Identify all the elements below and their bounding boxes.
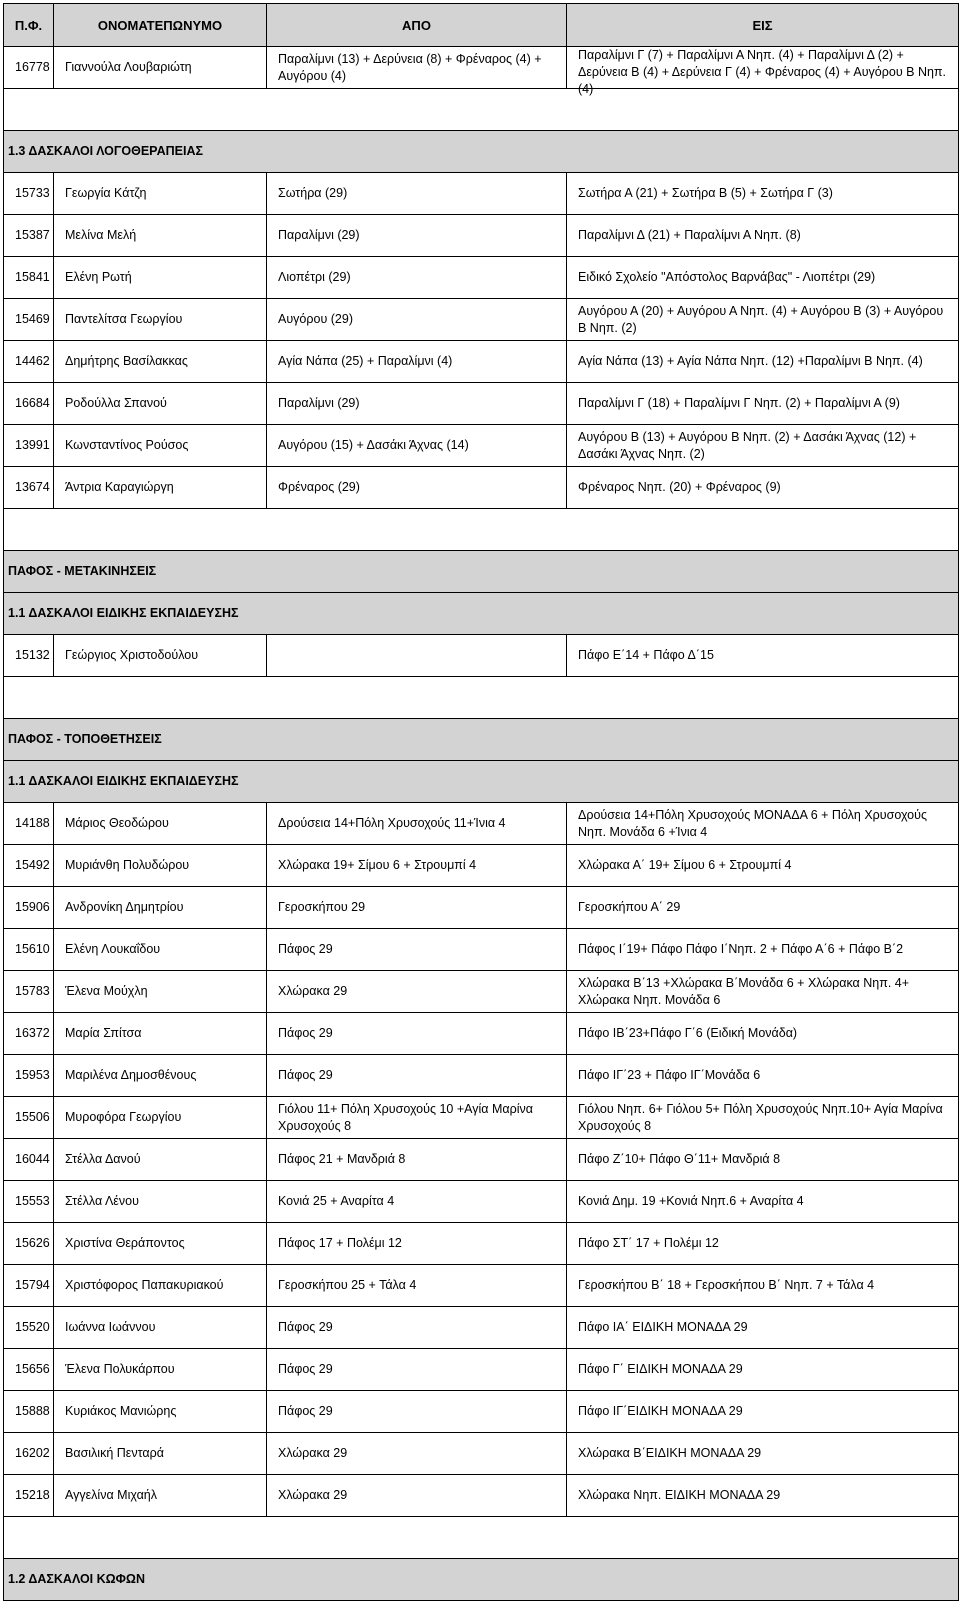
cell-id-text: 16044: [15, 1152, 50, 1166]
cell-name: [54, 1097, 267, 1139]
cell-id: [4, 845, 54, 887]
table-row: [4, 635, 959, 677]
cell-name: [54, 257, 267, 299]
blank-row: [4, 677, 959, 719]
table-row: [4, 425, 959, 467]
cell-id: [4, 1055, 54, 1097]
cell-to: [567, 383, 959, 425]
cell-to: [567, 215, 959, 257]
cell-from-text: Παραλίμνι (29): [278, 396, 360, 410]
cell-id: [4, 1223, 54, 1265]
cell-to: [567, 845, 959, 887]
cell-id-text: 15953: [15, 1068, 50, 1082]
cell-id: [4, 635, 54, 677]
cell-to: [567, 1139, 959, 1181]
cell-id: [4, 1013, 54, 1055]
cell-to: [567, 1433, 959, 1475]
cell-to: [567, 173, 959, 215]
cell-id: [4, 1475, 54, 1517]
cell-id-text: 15506: [15, 1110, 50, 1124]
table-row: [4, 845, 959, 887]
cell-id: [4, 341, 54, 383]
cell-from-text: Πάφος 29: [278, 1026, 333, 1040]
cell-from-text: Γιόλου 11+ Πόλη Χρυσοχούς 10 +Αγία Μαρίνα Χρυσοχούς 8: [278, 1101, 533, 1133]
cell-from: [267, 1223, 567, 1265]
header-from: ΑΠΟ: [267, 4, 567, 47]
cell-id-text: 16778: [15, 60, 50, 74]
cell-id: [4, 215, 54, 257]
table-row: [4, 1265, 959, 1307]
table-row: [4, 47, 959, 89]
cell-to: [567, 341, 959, 383]
cell-to: [567, 1013, 959, 1055]
cell-to: [567, 1391, 959, 1433]
cell-from: [267, 299, 567, 341]
cell-id-text: 16202: [15, 1446, 50, 1460]
table-row: [4, 1391, 959, 1433]
section-header-row: [4, 719, 959, 761]
cell-from-text: Αγία Νάπα (25) + Παραλίμνι (4): [278, 354, 453, 368]
cell-id-text: 16372: [15, 1026, 50, 1040]
cell-from-text: Γεροσκήπου 25 + Τάλα 4: [278, 1278, 417, 1292]
cell-name-text: Δημήτρης Βασίλακκας: [65, 354, 188, 368]
cell-to: [567, 1307, 959, 1349]
table-row: [4, 1055, 959, 1097]
cell-name: [54, 1181, 267, 1223]
cell-from: [267, 215, 567, 257]
cell-id: [4, 929, 54, 971]
cell-name-text: Μυροφόρα Γεωργίου: [65, 1110, 182, 1124]
cell-to: [567, 635, 959, 677]
cell-from: [267, 1265, 567, 1307]
table-header-row: [4, 4, 959, 47]
cell-from-text: Χλώρακα 29: [278, 1488, 348, 1502]
cell-from-text: Χλώρακα 19+ Σίμου 6 + Στρουμπί 4: [278, 858, 477, 872]
cell-to-text: Πάφο ΙΓ΄23 + Πάφο ΙΓ΄Μονάδα 6: [578, 1068, 761, 1082]
cell-name: [54, 635, 267, 677]
cell-to-text: Γεροσκήπου Β΄ 18 + Γεροσκήπου Β΄ Νηπ. 7 + Τάλα 4: [578, 1278, 875, 1292]
cell-from-text: Πάφος 29: [278, 1362, 333, 1376]
cell-name: [54, 383, 267, 425]
cell-name: [54, 341, 267, 383]
blank-cell: [4, 509, 959, 551]
cell-name: [54, 1013, 267, 1055]
cell-name: [54, 1307, 267, 1349]
cell-from: [267, 1307, 567, 1349]
header-to: ΕΙΣ: [567, 4, 959, 47]
table-row: [4, 299, 959, 341]
table-row: [4, 383, 959, 425]
cell-id-text: 15520: [15, 1320, 50, 1334]
cell-name: [54, 1055, 267, 1097]
cell-from-text: Παραλίμνι (29): [278, 228, 360, 242]
cell-to: [567, 467, 959, 509]
cell-to-text: Φρέναρος Νηπ. (20) + Φρέναρος (9): [578, 480, 781, 494]
table-row: [4, 1349, 959, 1391]
cell-from: [267, 257, 567, 299]
cell-to: [567, 425, 959, 467]
cell-from: [267, 1139, 567, 1181]
cell-to: [567, 1349, 959, 1391]
section-title: ΠΑΦΟΣ - ΜΕΤΑΚΙΝΗΣΕΙΣ: [4, 551, 959, 593]
section-title: 1.1 ΔΑΣΚΑΛΟΙ ΕΙΔΙΚΗΣ ΕΚΠΑΙΔΕΥΣΗΣ: [4, 593, 959, 635]
cell-name: [54, 929, 267, 971]
cell-name-text: Έλενα Μούχλη: [65, 984, 148, 998]
cell-from-text: Αυγόρου (15) + Δασάκι Άχνας (14): [278, 438, 469, 452]
cell-id: [4, 1097, 54, 1139]
section-title: 1.1 ΔΑΣΚΑΛΟΙ ΕΙΔΙΚΗΣ ΕΚΠΑΙΔΕΥΣΗΣ: [4, 761, 959, 803]
transfers-table: [3, 3, 959, 1601]
cell-from: [267, 467, 567, 509]
cell-id-text: 14462: [15, 354, 50, 368]
table-row: [4, 1433, 959, 1475]
cell-from-text: Λιοπέτρι (29): [278, 270, 351, 284]
section-header-row: [4, 1559, 959, 1601]
cell-from: [267, 887, 567, 929]
cell-from-text: Πάφος 29: [278, 1320, 333, 1334]
cell-to: [567, 887, 959, 929]
cell-from-text: Χλώρακα 29: [278, 1446, 348, 1460]
blank-row: [4, 89, 959, 131]
cell-id-text: 15794: [15, 1278, 50, 1292]
cell-name-text: Γιαννούλα Λουβαριώτη: [65, 60, 192, 74]
cell-id-text: 15906: [15, 900, 50, 914]
cell-name-text: Ελένη Ρωτή: [65, 270, 132, 284]
header-id: Π.Φ.: [4, 4, 54, 47]
table-row: [4, 971, 959, 1013]
table-row: [4, 1307, 959, 1349]
cell-name-text: Έλενα Πολυκάρπου: [65, 1362, 175, 1376]
cell-to-text: Παραλίμνι Δ (21) + Παραλίμνι Α Νηπ. (8): [578, 228, 801, 242]
cell-to-text: Πάφο ΙΒ΄23+Πάφο Γ΄6 (Ειδική Μονάδα): [578, 1026, 798, 1040]
cell-name: [54, 425, 267, 467]
cell-name: [54, 1391, 267, 1433]
cell-to-text: Κονιά Δημ. 19 +Κονιά Νηπ.6 + Αναρίτα 4: [578, 1194, 804, 1208]
cell-name-text: Χριστόφορος Παπακυριακού: [65, 1278, 224, 1292]
cell-id: [4, 971, 54, 1013]
cell-name-text: Αγγελίνα Μιχαήλ: [65, 1488, 158, 1502]
cell-from-text: Πάφος 29: [278, 1068, 333, 1082]
cell-id-text: 15888: [15, 1404, 50, 1418]
cell-id-text: 15553: [15, 1194, 50, 1208]
cell-name-text: Στέλλα Δανού: [65, 1152, 141, 1166]
cell-id-text: 14188: [15, 816, 50, 830]
section-title: 1.3 ΔΑΣΚΑΛΟΙ ΛΟΓΟΘΕΡΑΠΕΙΑΣ: [4, 131, 959, 173]
cell-from-text: Σωτήρα (29): [278, 186, 348, 200]
cell-name-text: Στέλλα Λένου: [65, 1194, 139, 1208]
table-row: [4, 341, 959, 383]
cell-to-text: Χλώρακα Β΄ΕΙΔΙΚΗ ΜΟΝΑΔΑ 29: [578, 1446, 762, 1460]
cell-to-text: Χλώρακα Νηπ. ΕΙΔΙΚΗ ΜΟΝΑΔΑ 29: [578, 1488, 781, 1502]
cell-from: [267, 1013, 567, 1055]
cell-from: [267, 1181, 567, 1223]
cell-id-text: 15492: [15, 858, 50, 872]
cell-from-text: Παραλίμνι (13) + Δερύνεια (8) + Φρέναρος (4) + Αυγόρου (4): [278, 51, 542, 83]
cell-to-text: Χλώρακα Β΄13 +Χλώρακα Β΄Μονάδα 6 + Χλώρακα Νηπ. 4+ Χλώρακα Νηπ. Μονάδα 6: [578, 975, 910, 1007]
cell-to-text: Αυγόρου Α (20) + Αυγόρου Α Νηπ. (4) + Αυγόρου Β (3) + Αυγόρου Β Νηπ. (2): [578, 303, 944, 335]
blank-cell: [4, 89, 959, 131]
cell-name: [54, 803, 267, 845]
cell-to-text: Αγία Νάπα (13) + Αγία Νάπα Νηπ. (12) +Παραλίμνι Β Νηπ. (4): [578, 354, 923, 368]
cell-name: [54, 215, 267, 257]
cell-to: [567, 929, 959, 971]
cell-id-text: 15626: [15, 1236, 50, 1250]
blank-cell: [4, 1517, 959, 1559]
cell-to-text: Χλώρακα Α΄ 19+ Σίμου 6 + Στρουμπί 4: [578, 858, 792, 872]
cell-from-text: Δρούσεια 14+Πόλη Χρυσοχούς 11+Ίνια 4: [278, 816, 506, 830]
cell-from: [267, 1097, 567, 1139]
cell-id-text: 15132: [15, 648, 50, 662]
blank-cell: [4, 677, 959, 719]
cell-id-text: 15656: [15, 1362, 50, 1376]
table-row: [4, 257, 959, 299]
cell-from: [267, 1349, 567, 1391]
table-row: [4, 173, 959, 215]
cell-name-text: Μελίνα Μελή: [65, 228, 137, 242]
cell-name: [54, 1139, 267, 1181]
cell-from-text: Πάφος 17 + Πολέμι 12: [278, 1236, 402, 1250]
cell-to-text: Πάφο ΙΑ΄ ΕΙΔΙΚΗ ΜΟΝΑΔΑ 29: [578, 1320, 748, 1334]
cell-id: [4, 299, 54, 341]
cell-name-text: Μαρία Σπίτσα: [65, 1026, 142, 1040]
cell-to: [567, 1055, 959, 1097]
table-row: [4, 1223, 959, 1265]
cell-name: [54, 971, 267, 1013]
section-title: ΠΑΦΟΣ - ΤΟΠΟΘΕΤΗΣΕΙΣ: [4, 719, 959, 761]
cell-name: [54, 887, 267, 929]
cell-id: [4, 173, 54, 215]
blank-row: [4, 1517, 959, 1559]
cell-from: [267, 383, 567, 425]
cell-to: [567, 1223, 959, 1265]
cell-to: [567, 257, 959, 299]
cell-from: [267, 929, 567, 971]
table-row: [4, 803, 959, 845]
cell-name-text: Ανδρονίκη Δημητρίου: [65, 900, 184, 914]
cell-to-text: Αυγόρου Β (13) + Αυγόρου Β Νηπ. (2) + Δασάκι Άχνας (12) + Δασάκι Άχνας Νηπ. (2): [578, 429, 917, 461]
cell-to: [567, 971, 959, 1013]
cell-id: [4, 425, 54, 467]
cell-from: [267, 803, 567, 845]
cell-id-text: 15783: [15, 984, 50, 998]
cell-to: [567, 1265, 959, 1307]
blank-row: [4, 509, 959, 551]
cell-name-text: Κωνσταντίνος Ρούσος: [65, 438, 189, 452]
cell-id-text: 15469: [15, 312, 50, 326]
cell-name: [54, 1349, 267, 1391]
cell-id-text: 15387: [15, 228, 50, 242]
cell-from-text: Πάφος 21 + Μανδριά 8: [278, 1152, 406, 1166]
table-row: [4, 1475, 959, 1517]
cell-name-text: Χριστίνα Θεράποντος: [65, 1236, 185, 1250]
table-row: [4, 1013, 959, 1055]
cell-id-text: 13991: [15, 438, 50, 452]
cell-name: [54, 1265, 267, 1307]
cell-id-text: 13674: [15, 480, 50, 494]
cell-name-text: Μάριος Θεοδώρου: [65, 816, 169, 830]
cell-id-text: 15841: [15, 270, 50, 284]
cell-id: [4, 1139, 54, 1181]
cell-id: [4, 257, 54, 299]
cell-id-text: 15733: [15, 186, 50, 200]
cell-id: [4, 1349, 54, 1391]
cell-from: [267, 425, 567, 467]
cell-from: [267, 173, 567, 215]
table-row: [4, 887, 959, 929]
cell-from: [267, 635, 567, 677]
cell-name: [54, 299, 267, 341]
cell-to-text: Παραλίμνι Γ (18) + Παραλίμνι Γ Νηπ. (2) + Παραλίμνι Α (9): [578, 396, 900, 410]
cell-name: [54, 845, 267, 887]
cell-name-text: Ελένη Λουκαΐδου: [65, 942, 161, 956]
cell-from: [267, 1391, 567, 1433]
cell-id: [4, 383, 54, 425]
cell-id: [4, 1433, 54, 1475]
cell-from: [267, 1055, 567, 1097]
cell-name: [54, 1433, 267, 1475]
cell-from: [267, 845, 567, 887]
cell-id: [4, 1181, 54, 1223]
cell-id-text: 15218: [15, 1488, 50, 1502]
cell-id: [4, 1391, 54, 1433]
cell-from-text: Κονιά 25 + Αναρίτα 4: [278, 1194, 395, 1208]
cell-to-text: Πάφο Γ΄ ΕΙΔΙΚΗ ΜΟΝΑΔΑ 29: [578, 1362, 743, 1376]
cell-id-text: 15610: [15, 942, 50, 956]
cell-to: [567, 1097, 959, 1139]
table-row: [4, 1097, 959, 1139]
cell-name-text: Βασιλική Πενταρά: [65, 1446, 164, 1460]
cell-name-text: Παντελίτσα Γεωργίου: [65, 312, 183, 326]
cell-name-text: Ιωάννα Ιωάννου: [65, 1320, 156, 1334]
table-row: [4, 1181, 959, 1223]
cell-id: [4, 467, 54, 509]
cell-to: [567, 299, 959, 341]
table-row: [4, 215, 959, 257]
cell-to-text: Δρούσεια 14+Πόλη Χρυσοχούς ΜΟΝΑΔΑ 6 + Πόλη Χρυσοχούς Νηπ. Μονάδα 6 +Ίνια 4: [578, 807, 927, 839]
cell-from-text: Φρέναρος (29): [278, 480, 360, 494]
section-header-row: [4, 131, 959, 173]
cell-to-text: Σωτήρα Α (21) + Σωτήρα Β (5) + Σωτήρα Γ (3): [578, 186, 833, 200]
cell-from-text: Γεροσκήπου 29: [278, 900, 366, 914]
header-name: ΟΝΟΜΑΤΕΠΩΝΥΜΟ: [54, 4, 267, 47]
cell-name: [54, 173, 267, 215]
cell-to-text: Πάφο ΣΤ΄ 17 + Πολέμι 12: [578, 1236, 719, 1250]
cell-id: [4, 887, 54, 929]
cell-name-text: Γεώργιος Χριστοδούλου: [65, 648, 199, 662]
cell-to-text: Γιόλου Νηπ. 6+ Γιόλου 5+ Πόλη Χρυσοχούς Νηπ.10+ Αγία Μαρίνα Χρυσοχούς 8: [578, 1101, 943, 1133]
cell-name-text: Μυριάνθη Πολυδώρου: [65, 858, 190, 872]
cell-to-text: Γεροσκήπου Α΄ 29: [578, 900, 681, 914]
cell-name-text: Γεωργία Κάτζη: [65, 186, 147, 200]
cell-to-text: Πάφος Ι΄19+ Πάφο Πάφο Ι΄Νηπ. 2 + Πάφο Α΄6 + Πάφο Β΄2: [578, 942, 904, 956]
cell-to: [567, 1181, 959, 1223]
cell-to: [567, 803, 959, 845]
cell-name: [54, 1223, 267, 1265]
cell-from-text: Πάφος 29: [278, 1404, 333, 1418]
section-header-row: [4, 593, 959, 635]
cell-id: [4, 1307, 54, 1349]
cell-name-text: Μαριλένα Δημοσθένους: [65, 1068, 197, 1082]
cell-to-text: Πάφο ΙΓ΄ΕΙΔΙΚΗ ΜΟΝΑΔΑ 29: [578, 1404, 743, 1418]
table-row: [4, 929, 959, 971]
cell-to-text: Πάφο Ζ΄10+ Πάφο Θ΄11+ Μανδριά 8: [578, 1152, 781, 1166]
cell-to-text: Παραλίμνι Γ (7) + Παραλίμνι Α Νηπ. (4) + Παραλίμνι Δ (2) + Δερύνεια Β (4) + Δερύνεια Γ (4) + Φρέναρος (4) + Αυγόρου Β Νηπ. (4): [578, 48, 947, 96]
cell-from: [267, 1433, 567, 1475]
cell-from: [267, 47, 567, 89]
cell-from: [267, 1475, 567, 1517]
cell-from: [267, 341, 567, 383]
section-header-row: [4, 551, 959, 593]
cell-from-text: Αυγόρου (29): [278, 312, 353, 326]
cell-name-text: Κυριάκος Μανιώρης: [65, 1404, 177, 1418]
cell-name: [54, 467, 267, 509]
cell-id: [4, 803, 54, 845]
cell-name-text: Ροδούλλα Σπανού: [65, 396, 167, 410]
section-header-row: [4, 761, 959, 803]
cell-name: [54, 1475, 267, 1517]
cell-from-text: Πάφος 29: [278, 942, 333, 956]
cell-name-text: Άντρια Καραγιώργη: [65, 480, 174, 494]
cell-to: [567, 1475, 959, 1517]
cell-id: [4, 1265, 54, 1307]
table-row: [4, 467, 959, 509]
cell-to: [567, 47, 959, 96]
cell-name: [54, 47, 267, 89]
cell-id-text: 16684: [15, 396, 50, 410]
table-row: [4, 1139, 959, 1181]
cell-id: [4, 47, 54, 89]
cell-to-text: Πάφο Ε΄14 + Πάφο Δ΄15: [578, 648, 714, 662]
section-title: 1.2 ΔΑΣΚΑΛΟΙ ΚΩΦΩΝ: [4, 1559, 959, 1601]
cell-from: [267, 971, 567, 1013]
cell-from-text: Χλώρακα 29: [278, 984, 348, 998]
cell-to-text: Ειδικό Σχολείο "Απόστολος Βαρνάβας" - Λιοπέτρι (29): [578, 270, 876, 284]
